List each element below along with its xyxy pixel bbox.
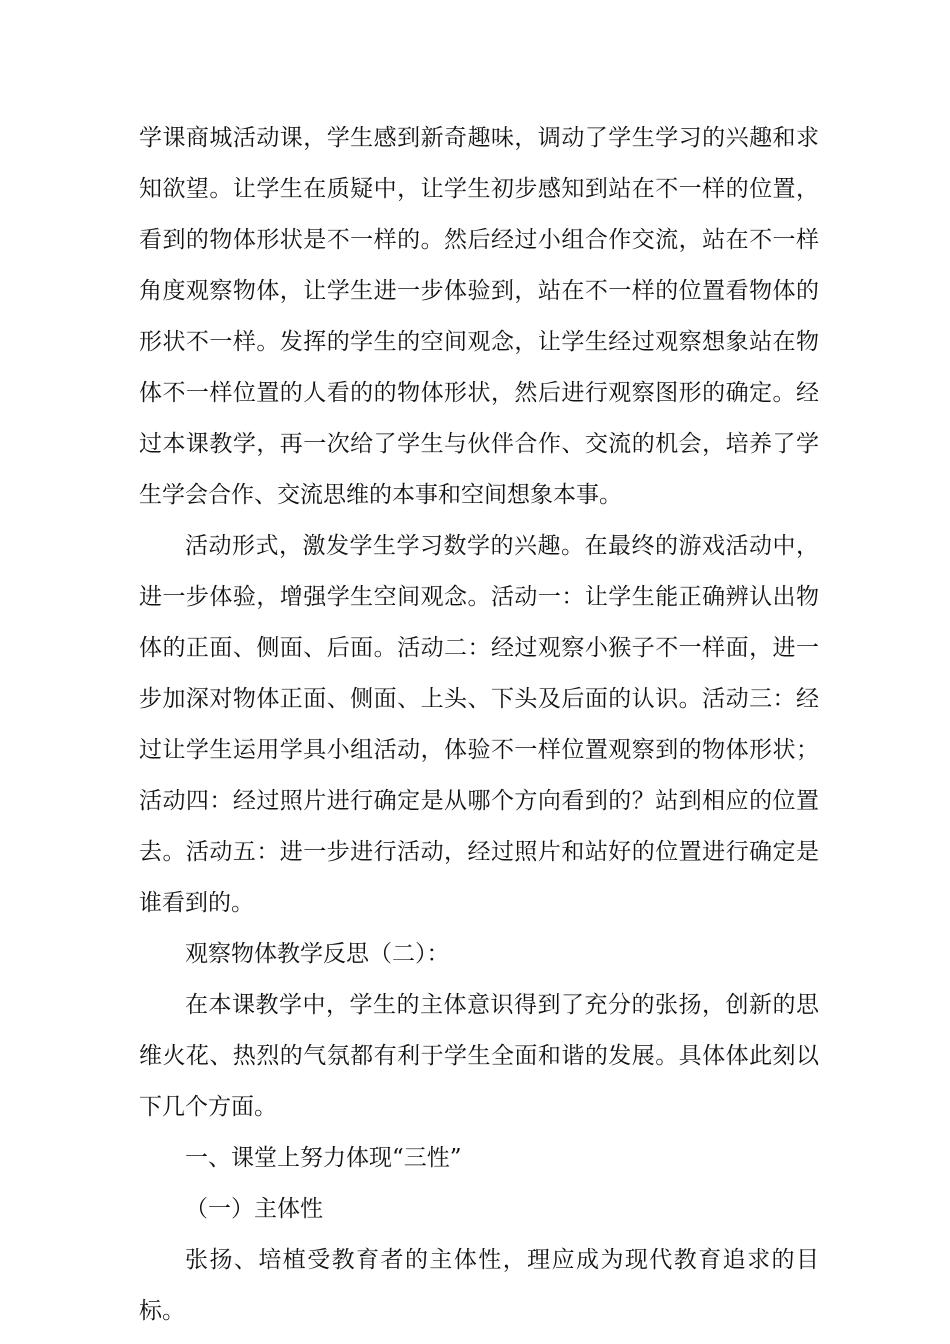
body-paragraph: 活动形式，激发学生学习数学的兴趣。在最终的游戏活动中，进一步体验，增强学生空间观念。活动一：让学生能正确辨认出物体的正面、侧面、后面。活动二：经过观察小猴子不一样面，进一步加深对物体正面、侧面、上头、下头及后面的认识。活动三：经过让学生运用学具小组活动，体验不一样位置观察到的物体形状；活动四：经过照片进行确定是从哪个方向看到的？站到相应的位置去。活动五：进一步进行活动，经过照片和站好的位置进行确定是谁看到的。 <box>139 533 819 916</box>
section-heading: 一、课堂上努力体现“三性” <box>185 1145 462 1171</box>
section-heading: 观察物体教学反思（二）： <box>185 941 450 967</box>
subsection-heading: （一）主体性 <box>185 1196 323 1222</box>
body-paragraph: 在本课教学中，学生的主体意识得到了充分的张扬，创新的思维火花、热烈的气氛都有利于学生全面和谐的发展。具体体此刻以下几个方面。 <box>139 992 819 1120</box>
body-paragraph: 张扬、培植受教育者的主体性，理应成为现代教育追求的目标。 <box>139 1247 819 1324</box>
body-paragraph: 学课商城活动课，学生感到新奇趣味，调动了学生学习的兴趣和求知欲望。让学生在质疑中，让学生初步感知到站在不一样的位置，看到的物体形状是不一样的。然后经过小组合作交流，站在不一样角度观察物体，让学生进一步体验到，站在不一样的位置看物体的形状不一样。发挥的学生的空间观念，让学生经过观察想象站在物体不一样位置的人看的的物体形状，然后进行观察图形的确定。经过本课教学，再一次给了学生与伙伴合作、交流的机会，培养了学生学会合作、交流思维的本事和空间想象本事。 <box>139 125 819 508</box>
document-page <box>139 113 819 1337</box>
